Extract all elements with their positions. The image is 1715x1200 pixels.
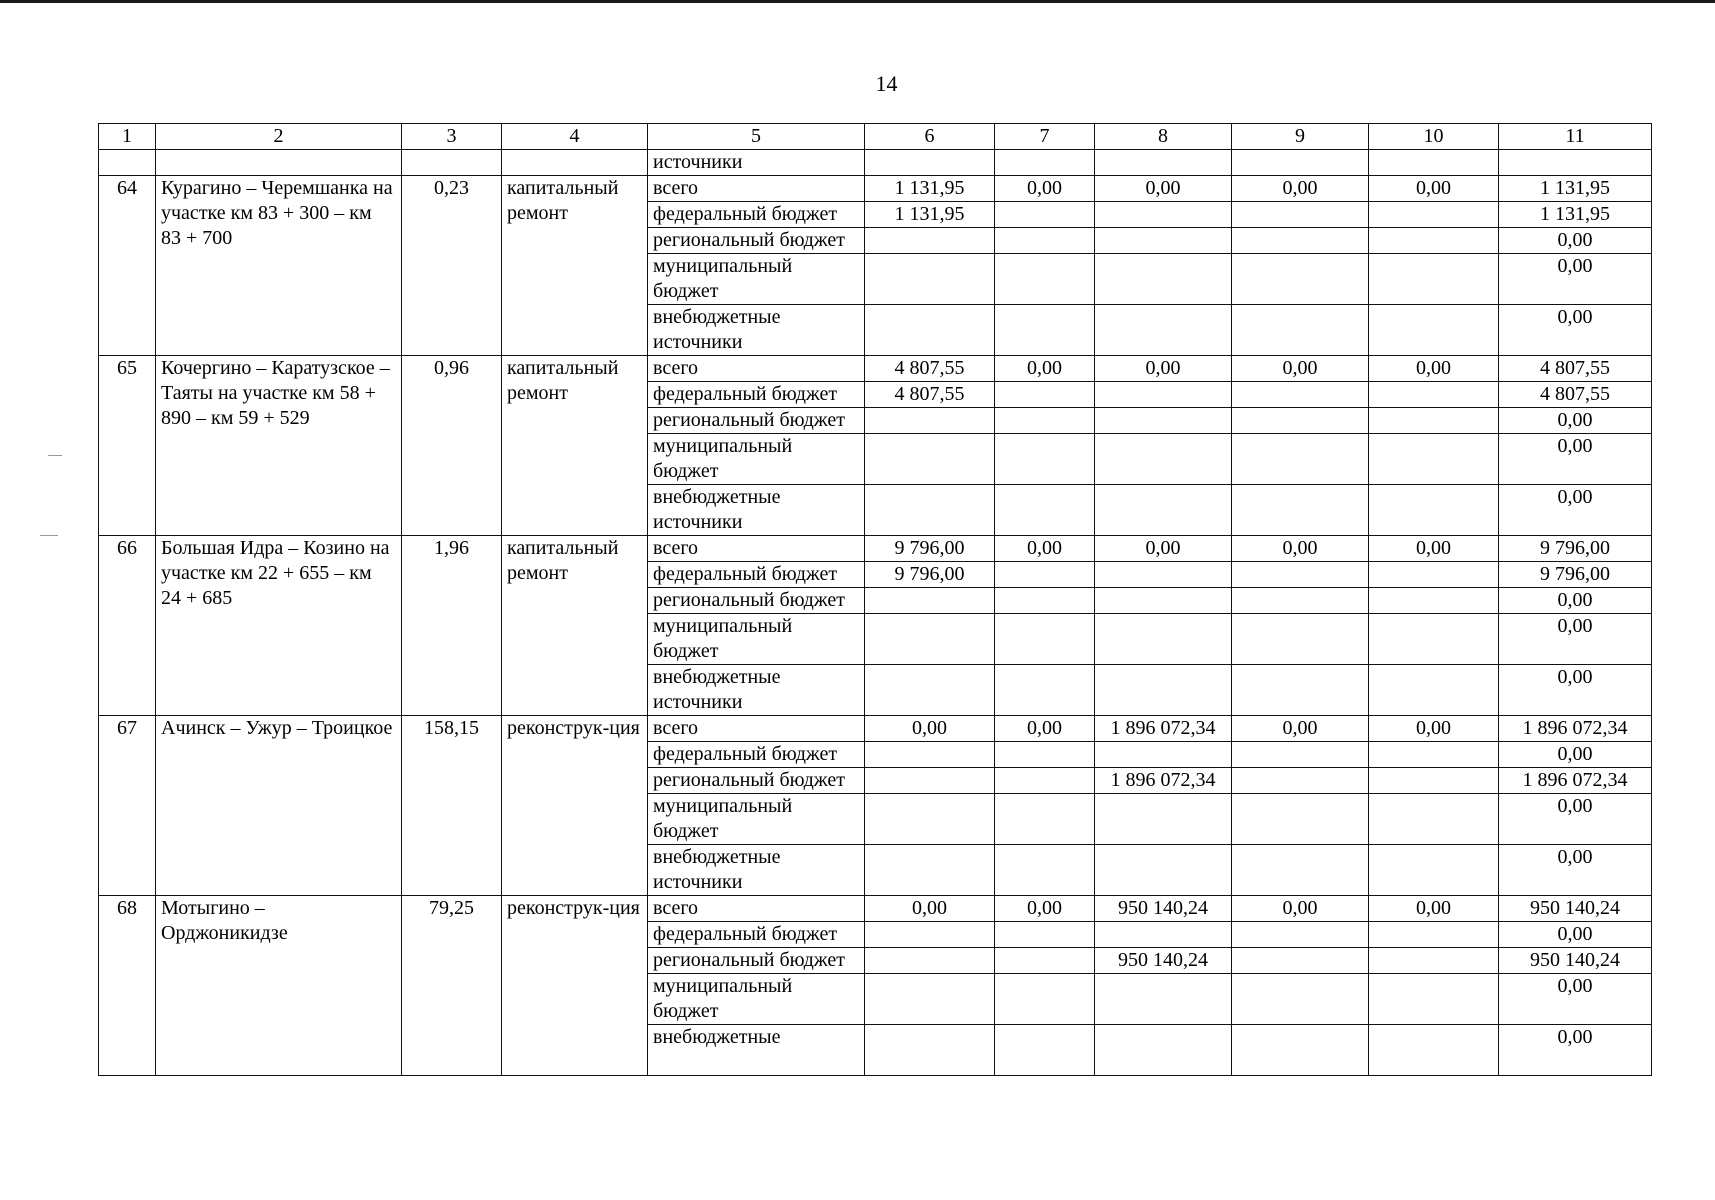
road-length: 0,23	[402, 176, 502, 356]
amount-cell	[865, 305, 995, 356]
amount-cell	[995, 434, 1095, 485]
amount-cell: 4 807,55	[865, 382, 995, 408]
amount-cell	[1095, 845, 1232, 896]
funding-source: региональный бюджет	[648, 948, 865, 974]
amount-cell	[1232, 588, 1369, 614]
amount-cell	[1232, 614, 1369, 665]
total-cell: 1 131,95	[1499, 176, 1652, 202]
total-cell: 0,00	[1499, 228, 1652, 254]
amount-cell	[995, 948, 1095, 974]
amount-cell	[1369, 665, 1499, 716]
amount-cell	[1369, 434, 1499, 485]
amount-cell: 0,00	[865, 716, 995, 742]
funding-source: региональный бюджет	[648, 228, 865, 254]
amount-cell: 4 807,55	[865, 356, 995, 382]
funding-source: региональный бюджет	[648, 768, 865, 794]
amount-cell	[1095, 922, 1232, 948]
column-header: 11	[1499, 124, 1652, 150]
amount-cell	[1369, 845, 1499, 896]
amount-cell	[995, 562, 1095, 588]
amount-cell	[1232, 382, 1369, 408]
amount-cell	[1369, 948, 1499, 974]
amount-cell: 950 140,24	[1095, 948, 1232, 974]
amount-cell	[865, 485, 995, 536]
amount-cell	[1095, 588, 1232, 614]
amount-cell: 0,00	[1369, 356, 1499, 382]
page-number: 14	[875, 71, 898, 96]
amount-cell	[1232, 1025, 1369, 1076]
amount-cell	[1232, 434, 1369, 485]
total-cell: 0,00	[1499, 305, 1652, 356]
amount-cell: 0,00	[1369, 716, 1499, 742]
amount-cell	[995, 845, 1095, 896]
column-number-header	[99, 124, 1652, 150]
road-name: Большая Идра – Козино на участке км 22 + 655 – км 24 + 685	[156, 536, 402, 716]
amount-cell	[995, 974, 1095, 1025]
amount-cell: 0,00	[865, 896, 995, 922]
amount-cell	[865, 922, 995, 948]
amount-cell	[1095, 382, 1232, 408]
project-number: 68	[99, 896, 156, 1076]
table-row	[99, 356, 1652, 382]
amount-cell: 0,00	[1095, 536, 1232, 562]
amount-cell	[1095, 228, 1232, 254]
amount-cell	[1369, 562, 1499, 588]
amount-cell	[1232, 254, 1369, 305]
amount-cell	[1095, 562, 1232, 588]
amount-cell	[1095, 665, 1232, 716]
funding-source: муниципальный бюджет	[648, 434, 865, 485]
amount-cell	[1369, 614, 1499, 665]
work-type: капитальный ремонт	[502, 536, 648, 716]
funding-source: федеральный бюджет	[648, 742, 865, 768]
amount-cell	[1369, 588, 1499, 614]
amount-cell: 0,00	[995, 716, 1095, 742]
amount-cell: 0,00	[1095, 176, 1232, 202]
total-cell: 0,00	[1499, 1025, 1652, 1076]
amount-cell	[1232, 228, 1369, 254]
funding-source: муниципальный бюджет	[648, 794, 865, 845]
amount-cell: 0,00	[1232, 176, 1369, 202]
table-row	[99, 716, 1652, 742]
amount-cell	[1232, 485, 1369, 536]
amount-cell	[865, 768, 995, 794]
total-cell: 4 807,55	[1499, 356, 1652, 382]
work-type: капитальный ремонт	[502, 176, 648, 356]
amount-cell	[1232, 845, 1369, 896]
amount-cell: 0,00	[1232, 896, 1369, 922]
amount-cell	[1232, 408, 1369, 434]
column-header: 2	[156, 124, 402, 150]
project-number: 66	[99, 536, 156, 716]
amount-cell	[1369, 485, 1499, 536]
amount-cell: 9 796,00	[865, 562, 995, 588]
funding-source: внебюджетные источники	[648, 665, 865, 716]
amount-cell	[1095, 974, 1232, 1025]
road-name: Курагино – Черемшанка на участке км 83 + 300 – км 83 + 700	[156, 176, 402, 356]
amount-cell	[1232, 305, 1369, 356]
amount-cell	[865, 228, 995, 254]
amount-cell: 0,00	[1369, 896, 1499, 922]
total-cell: 0,00	[1499, 742, 1652, 768]
total-cell: 0,00	[1499, 434, 1652, 485]
amount-cell	[1232, 562, 1369, 588]
funding-source: федеральный бюджет	[648, 202, 865, 228]
road-length: 79,25	[402, 896, 502, 1076]
amount-cell	[1095, 742, 1232, 768]
work-type: реконструк-ция	[502, 716, 648, 896]
amount-cell: 9 796,00	[865, 536, 995, 562]
amount-cell	[865, 948, 995, 974]
amount-cell	[995, 202, 1095, 228]
amount-cell	[1232, 665, 1369, 716]
amount-cell	[1232, 202, 1369, 228]
amount-cell	[1369, 768, 1499, 794]
column-header: 6	[865, 124, 995, 150]
funding-source: всего	[648, 176, 865, 202]
funding-source: региональный бюджет	[648, 588, 865, 614]
amount-cell: 0,00	[1232, 356, 1369, 382]
amount-cell	[1232, 768, 1369, 794]
road-length: 158,15	[402, 716, 502, 896]
column-header: 9	[1232, 124, 1369, 150]
road-name: Мотыгино – Орджоникидзе	[156, 896, 402, 1076]
amount-cell	[995, 485, 1095, 536]
amount-cell	[1232, 922, 1369, 948]
total-cell: 950 140,24	[1499, 896, 1652, 922]
amount-cell: 0,00	[1232, 536, 1369, 562]
funding-source: внебюджетные источники	[648, 485, 865, 536]
amount-cell	[865, 588, 995, 614]
total-cell: 0,00	[1499, 922, 1652, 948]
amount-cell	[995, 588, 1095, 614]
amount-cell	[1369, 1025, 1499, 1076]
amount-cell: 0,00	[1232, 716, 1369, 742]
amount-cell	[1232, 948, 1369, 974]
total-cell: 9 796,00	[1499, 562, 1652, 588]
column-header: 4	[502, 124, 648, 150]
amount-cell	[865, 614, 995, 665]
road-name: Ачинск – Ужур – Троицкое	[156, 716, 402, 896]
total-cell: 1 131,95	[1499, 202, 1652, 228]
funding-source: федеральный бюджет	[648, 562, 865, 588]
total-cell: 0,00	[1499, 614, 1652, 665]
amount-cell: 0,00	[995, 536, 1095, 562]
amount-cell	[1095, 434, 1232, 485]
total-cell: 0,00	[1499, 845, 1652, 896]
amount-cell	[995, 665, 1095, 716]
amount-cell	[995, 742, 1095, 768]
amount-cell: 0,00	[1095, 356, 1232, 382]
amount-cell	[1369, 974, 1499, 1025]
amount-cell	[1232, 974, 1369, 1025]
road-length: 0,96	[402, 356, 502, 536]
funding-source: федеральный бюджет	[648, 382, 865, 408]
amount-cell	[865, 1025, 995, 1076]
amount-cell	[1232, 742, 1369, 768]
amount-cell: 950 140,24	[1095, 896, 1232, 922]
amount-cell: 1 896 072,34	[1095, 716, 1232, 742]
total-cell: 0,00	[1499, 254, 1652, 305]
amount-cell	[1095, 254, 1232, 305]
funding-source: всего	[648, 896, 865, 922]
amount-cell	[995, 408, 1095, 434]
amount-cell	[1095, 614, 1232, 665]
margin-mark	[40, 535, 58, 536]
funding-source: внебюджетные источники	[648, 845, 865, 896]
amount-cell	[1095, 202, 1232, 228]
column-header: 1	[99, 124, 156, 150]
work-type: реконструк-ция	[502, 896, 648, 1076]
amount-cell	[995, 794, 1095, 845]
amount-cell	[995, 382, 1095, 408]
amount-cell	[1095, 485, 1232, 536]
road-name: Кочергино – Каратузское – Таяты на участке км 58 + 890 – км 59 + 529	[156, 356, 402, 536]
amount-cell	[995, 254, 1095, 305]
project-number: 64	[99, 176, 156, 356]
budget-table	[98, 123, 1652, 1076]
total-cell: 950 140,24	[1499, 948, 1652, 974]
work-type: капитальный ремонт	[502, 356, 648, 536]
amount-cell	[1369, 305, 1499, 356]
amount-cell	[1369, 742, 1499, 768]
continuation-row	[99, 150, 1652, 176]
amount-cell	[1369, 228, 1499, 254]
amount-cell	[1369, 254, 1499, 305]
amount-cell	[1369, 408, 1499, 434]
total-cell: 0,00	[1499, 665, 1652, 716]
page-top-edge	[0, 0, 1715, 3]
amount-cell: 1 131,95	[865, 176, 995, 202]
amount-cell	[995, 1025, 1095, 1076]
funding-source: всего	[648, 536, 865, 562]
project-number: 65	[99, 356, 156, 536]
amount-cell	[865, 408, 995, 434]
amount-cell	[1095, 1025, 1232, 1076]
funding-source: федеральный бюджет	[648, 922, 865, 948]
amount-cell	[1095, 794, 1232, 845]
amount-cell	[865, 254, 995, 305]
amount-cell: 0,00	[995, 176, 1095, 202]
road-length: 1,96	[402, 536, 502, 716]
amount-cell: 1 131,95	[865, 202, 995, 228]
amount-cell	[865, 665, 995, 716]
total-cell: 4 807,55	[1499, 382, 1652, 408]
table-row	[99, 896, 1652, 922]
amount-cell	[865, 434, 995, 485]
source-label: источники	[648, 150, 865, 176]
amount-cell	[995, 305, 1095, 356]
total-cell: 0,00	[1499, 485, 1652, 536]
amount-cell	[995, 228, 1095, 254]
amount-cell	[995, 614, 1095, 665]
funding-source: внебюджетные	[648, 1025, 865, 1076]
amount-cell: 0,00	[995, 356, 1095, 382]
amount-cell	[1369, 922, 1499, 948]
funding-source: муниципальный бюджет	[648, 614, 865, 665]
total-cell: 0,00	[1499, 588, 1652, 614]
project-number: 67	[99, 716, 156, 896]
amount-cell	[1095, 408, 1232, 434]
funding-source: всего	[648, 356, 865, 382]
funding-source: всего	[648, 716, 865, 742]
amount-cell: 0,00	[1369, 536, 1499, 562]
funding-source: внебюджетные источники	[648, 305, 865, 356]
column-header: 8	[1095, 124, 1232, 150]
amount-cell	[1369, 794, 1499, 845]
total-cell: 0,00	[1499, 974, 1652, 1025]
amount-cell	[865, 974, 995, 1025]
total-cell: 9 796,00	[1499, 536, 1652, 562]
column-header: 10	[1369, 124, 1499, 150]
column-header: 3	[402, 124, 502, 150]
column-header: 5	[648, 124, 865, 150]
amount-cell	[995, 922, 1095, 948]
margin-mark	[48, 455, 62, 456]
table-row	[99, 176, 1652, 202]
amount-cell: 0,00	[995, 896, 1095, 922]
amount-cell	[865, 742, 995, 768]
column-header: 7	[995, 124, 1095, 150]
total-cell: 1 896 072,34	[1499, 716, 1652, 742]
total-cell: 1 896 072,34	[1499, 768, 1652, 794]
amount-cell: 1 896 072,34	[1095, 768, 1232, 794]
funding-source: муниципальный бюджет	[648, 254, 865, 305]
amount-cell	[1369, 202, 1499, 228]
amount-cell	[1232, 794, 1369, 845]
table-row	[99, 536, 1652, 562]
total-cell: 0,00	[1499, 794, 1652, 845]
amount-cell	[865, 845, 995, 896]
total-cell: 0,00	[1499, 408, 1652, 434]
funding-source: региональный бюджет	[648, 408, 865, 434]
table-body	[99, 124, 1652, 1076]
amount-cell: 0,00	[1369, 176, 1499, 202]
amount-cell	[1369, 382, 1499, 408]
funding-source: муниципальный бюджет	[648, 974, 865, 1025]
amount-cell	[1095, 305, 1232, 356]
amount-cell	[995, 768, 1095, 794]
amount-cell	[865, 794, 995, 845]
